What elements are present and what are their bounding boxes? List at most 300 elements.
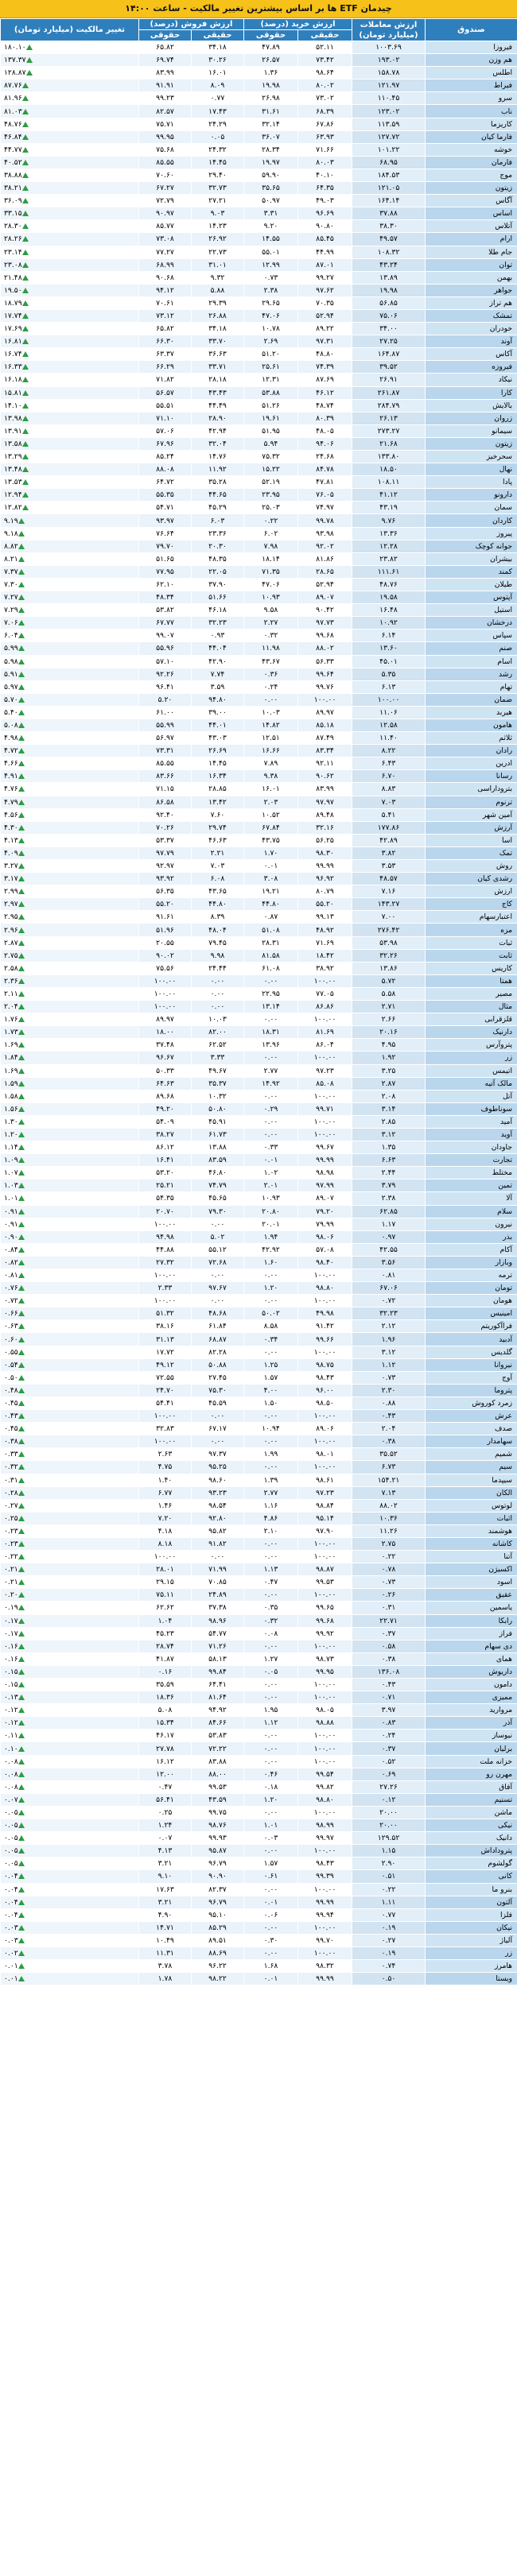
buy-real-value: ۹۹.۲۷ [298, 271, 352, 284]
fund-name: نیکاد [426, 374, 517, 386]
ownership-change-value: ۸۷.۷۶ [4, 81, 22, 91]
sell-legal-value: ۳۸.۱۶ [139, 1320, 192, 1333]
ownership-change-cell [1, 463, 139, 476]
increase-arrow-icon [18, 1567, 25, 1572]
sell-real-value: ۹۸.۵۴ [192, 1499, 244, 1512]
sell-real-value: ۲۴.۲۹ [192, 118, 244, 130]
buy-real-value: ۹۹.۸۲ [298, 1780, 352, 1793]
sell-legal-value: ۷۳.۰۸ [139, 233, 192, 246]
increase-arrow-icon [18, 838, 25, 843]
turnover-value: ۳.۲۵ [352, 1064, 426, 1077]
sell-real-value: ۶۴.۴۱ [192, 1679, 244, 1691]
table-row [1, 386, 517, 399]
table-row [1, 1256, 517, 1269]
sell-legal-value: ۵۳.۸۲ [139, 604, 192, 617]
ownership-change-cell [1, 1307, 139, 1320]
turnover-value: ۱۹.۹۸ [352, 284, 426, 296]
ownership-change-cell [1, 1627, 139, 1640]
sell-real-value: ۳۴.۱۸ [192, 323, 244, 335]
turnover-value: ۵۶.۸۵ [352, 296, 426, 309]
ownership-change-value: ۳.۱۷ [4, 874, 18, 884]
buy-real-value: ۹۷.۷۳ [298, 617, 352, 629]
ownership-change-cell [1, 1115, 139, 1128]
sell-real-value: ۴۴.۸۰ [192, 898, 244, 911]
fund-name: فیراط [426, 79, 517, 92]
ownership-change-value: ۰.۲۸ [4, 1488, 18, 1497]
sell-legal-value: ۲۷.۷۸ [139, 1742, 192, 1755]
fund-name: عرش [426, 1410, 517, 1423]
ownership-change-value: ۰.۶۳ [4, 1322, 18, 1331]
turnover-value: ۲۶.۹۱ [352, 374, 426, 386]
turnover-value: ۰.۸۸ [352, 1396, 426, 1409]
buy-legal-value: ۱۰.۹۳ [244, 591, 298, 604]
ownership-change-value: ۱.۰۹ [4, 1156, 18, 1165]
fund-name: هم تراز [426, 296, 517, 309]
ownership-change-value: ۰.۲۳ [4, 1526, 18, 1536]
fund-name: آتلاس [426, 220, 517, 233]
sell-legal-value: ۹۲.۴۰ [139, 808, 192, 821]
turnover-value: ۴۵.۰۱ [352, 655, 426, 668]
table-row [1, 1141, 517, 1154]
ownership-change-value: ۸۱.۰۳ [4, 107, 22, 116]
sell-legal-value: ۵۴.۷۱ [139, 502, 192, 514]
ownership-change-value: ۰.۱۶ [4, 1654, 18, 1664]
ownership-change-cell [1, 1192, 139, 1205]
sell-legal-value: ۶۴.۷۲ [139, 476, 192, 489]
ownership-change-value: ۴.۱۳ [4, 835, 18, 845]
table-row [1, 987, 517, 1000]
buy-real-value: ۹۸.۵۰ [298, 1396, 352, 1409]
ownership-change-cell [1, 1295, 139, 1307]
fund-name: فیروزه [426, 361, 517, 374]
buy-real-value: ۹۹.۶۴ [298, 668, 352, 680]
buy-legal-value: ۹.۳۸ [244, 770, 298, 783]
ownership-change-cell [1, 118, 139, 130]
table-row [1, 527, 517, 540]
sell-real-value: ۳.۳۳ [192, 1052, 244, 1064]
sell-legal-value: ۹۶.۴۱ [139, 680, 192, 693]
ownership-change-cell [1, 1333, 139, 1346]
turnover-value: ۱.۱۲ [352, 1358, 426, 1371]
sell-legal-value: ۴.۹۰ [139, 1908, 192, 1921]
table-row [1, 1883, 517, 1896]
increase-arrow-icon [18, 1375, 25, 1381]
buy-legal-value: ۱۴.۵۵ [244, 233, 298, 246]
table-row [1, 1307, 517, 1320]
ownership-change-value: ۱.۲۰ [4, 1130, 18, 1140]
increase-arrow-icon [18, 722, 25, 728]
buy-real-value: ۹۹.۱۳ [298, 911, 352, 924]
buy-real-value: ۹۴.۰۶ [298, 437, 352, 450]
increase-arrow-icon [22, 364, 29, 370]
table-row [1, 1295, 517, 1307]
fund-name: سلام [426, 1205, 517, 1218]
buy-legal-value: ۰.۲۲ [244, 514, 298, 527]
table-row [1, 873, 517, 885]
fund-name: آتل [426, 1090, 517, 1102]
buy-legal-value: ۱۸.۳۱ [244, 1026, 298, 1039]
ownership-change-cell [1, 693, 139, 706]
buy-legal-value: ۱۰.۷۸ [244, 323, 298, 335]
ownership-change-cell [1, 974, 139, 987]
ownership-change-value: ۱۶.۳۳ [4, 362, 22, 372]
buy-legal-value: ۳.۳۱ [244, 207, 298, 220]
sell-legal-value: ۹۱.۶۱ [139, 911, 192, 924]
ownership-change-cell [1, 1780, 139, 1793]
ownership-change-value: ۰.۶۰ [4, 1334, 18, 1344]
sell-real-value: ۱۳.۴۲ [192, 796, 244, 808]
sell-real-value: ۴۶.۶۳ [192, 834, 244, 846]
turnover-value: ۱۶۴.۱۴ [352, 195, 426, 207]
ownership-change-cell [1, 770, 139, 783]
sell-real-value: ۳۵.۳۷ [192, 1077, 244, 1090]
turnover-value: ۱۱۱.۶۱ [352, 565, 426, 578]
turnover-value: ۳۲.۲۶ [352, 949, 426, 962]
ownership-change-cell [1, 1640, 139, 1652]
fund-name: سرو [426, 92, 517, 105]
turnover-value: ۰.۲۴ [352, 1730, 426, 1742]
increase-arrow-icon [18, 1222, 25, 1227]
fund-name: جواهر [426, 284, 517, 296]
ownership-change-cell [1, 527, 139, 540]
turnover-value: ۱۰۱.۲۲ [352, 143, 426, 156]
ownership-change-value: ۱۶.۸۱ [4, 337, 22, 347]
buy-legal-value: ۱.۵۷ [244, 1857, 298, 1870]
sell-legal-value: ۱۸.۰۰ [139, 1026, 192, 1039]
ownership-change-cell [1, 1243, 139, 1256]
turnover-value: ۵.۵۸ [352, 987, 426, 1000]
turnover-value: ۱۶.۴۸ [352, 604, 426, 617]
turnover-value: ۰.۸۳ [352, 1717, 426, 1730]
turnover-value: ۰.۶۹ [352, 1768, 426, 1780]
turnover-value: ۳.۸۲ [352, 846, 426, 859]
turnover-value: ۳.۷۹ [352, 1180, 426, 1192]
buy-real-value: ۵۶.۳۳ [298, 655, 352, 668]
increase-arrow-icon [18, 1784, 25, 1790]
sell-legal-value: ۰.۴۷ [139, 1780, 192, 1793]
ownership-change-value: ۱۵.۸۱ [4, 388, 22, 397]
fund-name: دارنیک [426, 1026, 517, 1039]
table-row [1, 1333, 517, 1346]
fund-name: دامون [426, 1679, 517, 1691]
turnover-value: ۱۴۳.۲۷ [352, 898, 426, 911]
buy-legal-value: ۱۶.۰۱ [244, 783, 298, 796]
sell-real-value: ۵۰.۸۸ [192, 1358, 244, 1371]
fund-name: همتا [426, 974, 517, 987]
sell-real-value: ۴۵.۲۹ [192, 502, 244, 514]
sell-real-value: ۷۲.۲۲ [192, 1742, 244, 1755]
ownership-change-value: ۵.۰۸ [4, 721, 18, 730]
sell-legal-value: ۳.۲۱ [139, 1857, 192, 1870]
buy-legal-value: ۵۰.۰۲ [244, 1307, 298, 1320]
buy-legal-value: ۰.۰۰ [244, 1730, 298, 1742]
header-ownership-change: تغییر مالکیت (میلیارد تومان) [1, 19, 139, 41]
increase-arrow-icon [18, 1183, 25, 1188]
buy-legal-value: ۰.۰۰ [244, 1679, 298, 1691]
sell-real-value: ۸۸.۶۹ [192, 1947, 244, 1959]
sell-legal-value: ۲۷.۳۲ [139, 1256, 192, 1269]
fund-name: گولشوم [426, 1857, 517, 1870]
ownership-change-value: ۱۸۰.۱۰ [4, 43, 26, 52]
increase-arrow-icon [18, 1746, 25, 1752]
increase-arrow-icon [18, 518, 25, 524]
sell-legal-value: ۵۰.۳۳ [139, 1064, 192, 1077]
turnover-value: ۳۸.۳۰ [352, 220, 426, 233]
buy-legal-value: ۰.۰۸ [244, 1627, 298, 1640]
ownership-change-value: ۰.۱۹ [4, 1603, 18, 1613]
sell-legal-value: ۴۶.۱۷ [139, 1730, 192, 1742]
sell-real-value: ۲۴.۴۴ [192, 962, 244, 974]
buy-real-value: ۹۲.۱۱ [298, 757, 352, 770]
increase-arrow-icon [18, 1195, 25, 1201]
buy-real-value: ۵۲.۹۴ [298, 309, 352, 322]
buy-legal-value: ۱۹.۶۱ [244, 412, 298, 424]
turnover-value: ۶۸.۹۵ [352, 156, 426, 169]
sell-real-value: ۷.۷۴ [192, 668, 244, 680]
buy-legal-value: ۰.۰۰ [244, 1921, 298, 1934]
increase-arrow-icon [18, 1541, 25, 1547]
fund-name: آپتوس [426, 591, 517, 604]
buy-legal-value: ۰.۰۰ [244, 1551, 298, 1563]
buy-legal-value: ۰.۳۵ [244, 1602, 298, 1614]
increase-arrow-icon [18, 1209, 25, 1214]
ownership-change-cell [1, 668, 139, 680]
fund-name: آلا [426, 1192, 517, 1205]
table-row [1, 1576, 517, 1589]
buy-legal-value: ۱.۲۰ [244, 1793, 298, 1806]
increase-arrow-icon [22, 198, 29, 203]
fund-name: آکام [426, 1243, 517, 1256]
increase-arrow-icon [18, 1478, 25, 1483]
sell-legal-value: ۸۶.۵۸ [139, 796, 192, 808]
table-row [1, 974, 517, 987]
buy-real-value: ۷۶.۰۵ [298, 489, 352, 502]
sell-legal-value: ۸۲.۵۷ [139, 105, 192, 118]
buy-legal-value: ۴۳.۷۵ [244, 834, 298, 846]
ownership-change-cell [1, 1435, 139, 1448]
header-buy-legal: حقوقی [244, 30, 298, 41]
increase-arrow-icon [18, 1976, 25, 1981]
increase-arrow-icon [18, 928, 25, 933]
turnover-value: ۴۱.۱۲ [352, 489, 426, 502]
increase-arrow-icon [18, 1029, 25, 1035]
ownership-change-cell [1, 1857, 139, 1870]
sell-legal-value: ۲۸.۰۱ [139, 1563, 192, 1576]
ownership-change-cell [1, 1474, 139, 1486]
ownership-change-cell [1, 323, 139, 335]
table-row [1, 540, 517, 552]
increase-arrow-icon [18, 1707, 25, 1713]
ownership-change-cell [1, 1346, 139, 1358]
ownership-change-value: ۰.۱۷ [4, 1629, 18, 1638]
ownership-change-cell [1, 719, 139, 731]
increase-arrow-icon [18, 1912, 25, 1918]
buy-real-value: ۷۳.۴۲ [298, 54, 352, 67]
buy-legal-value: ۴۷.۸۹ [244, 41, 298, 54]
increase-arrow-icon [18, 1426, 25, 1431]
turnover-value: ۲۱.۶۸ [352, 437, 426, 450]
fund-name: آمین شهر [426, 808, 517, 821]
buy-legal-value: ۲۵.۰۳ [244, 502, 298, 514]
ownership-change-value: ۴.۹۸ [4, 734, 18, 743]
table-row [1, 1218, 517, 1230]
sell-legal-value: ۶۲.۶۲ [139, 1602, 192, 1614]
ownership-change-cell [1, 796, 139, 808]
ownership-change-cell [1, 898, 139, 911]
ownership-change-value: ۷.۳۷ [4, 567, 18, 576]
sell-legal-value: ۸۵.۷۷ [139, 220, 192, 233]
sell-real-value: ۸۲.۲۸ [192, 1346, 244, 1358]
sell-real-value: ۹۸.۲۲ [192, 1973, 244, 1985]
ownership-change-value: ۰.۲۱ [4, 1565, 18, 1575]
sell-real-value: ۹۵.۸۷ [192, 1845, 244, 1857]
table-row [1, 655, 517, 668]
turnover-value: ۰.۱۹ [352, 1947, 426, 1959]
turnover-value: ۵۳.۹۸ [352, 936, 426, 949]
increase-arrow-icon [22, 326, 29, 331]
increase-arrow-icon [18, 1835, 25, 1841]
turnover-value: ۰.۲۲ [352, 1883, 426, 1896]
fund-name: خزانه ملت [426, 1755, 517, 1768]
increase-arrow-icon [18, 1350, 25, 1355]
fund-name: آگاس [426, 195, 517, 207]
buy-real-value: ۱۰۰.۰۰ [298, 1742, 352, 1755]
sell-real-value: ۸۲.۰۰ [192, 1026, 244, 1039]
table-row [1, 1371, 517, 1384]
sell-legal-value: ۱.۷۸ [139, 1973, 192, 1985]
buy-real-value: ۹۳.۹۸ [298, 527, 352, 540]
turnover-value: ۲۷.۲۶ [352, 1780, 426, 1793]
increase-arrow-icon [18, 697, 25, 703]
buy-legal-value: ۰.۳۲ [244, 1614, 298, 1627]
sell-real-value: ۱۳.۸۸ [192, 1141, 244, 1154]
sell-real-value: ۴۵.۹۱ [192, 1115, 244, 1128]
ownership-change-value: ۵.۷۰ [4, 695, 18, 704]
increase-arrow-icon [22, 288, 29, 293]
table-row [1, 207, 517, 220]
buy-real-value: ۹۸.۹۸ [298, 1167, 352, 1180]
fund-name: اطلس [426, 67, 517, 79]
ownership-change-cell [1, 1819, 139, 1832]
fund-name: داریوش [426, 1665, 517, 1678]
ownership-change-value: ۹.۱۹ [4, 516, 18, 525]
fund-name: کارا [426, 386, 517, 399]
buy-legal-value: ۲.۰۱ [244, 1180, 298, 1192]
fund-name: دارونو [426, 489, 517, 502]
ownership-change-cell [1, 1742, 139, 1755]
turnover-value: ۰.۴۳ [352, 1410, 426, 1423]
fund-name: تمشک [426, 309, 517, 322]
turnover-value: ۲.۰۴ [352, 1423, 426, 1435]
increase-arrow-icon [18, 1400, 25, 1406]
increase-arrow-icon [26, 57, 33, 63]
sell-real-value: ۶.۰۸ [192, 873, 244, 885]
sell-legal-value: ۹۲.۲۶ [139, 668, 192, 680]
sell-legal-value: ۴۹.۱۲ [139, 1358, 192, 1371]
sell-legal-value: ۳۷.۴۸ [139, 1039, 192, 1052]
increase-arrow-icon [18, 1592, 25, 1598]
increase-arrow-icon [18, 1068, 25, 1074]
ownership-change-cell [1, 451, 139, 463]
fund-name: هیربد [426, 706, 517, 719]
ownership-change-cell [1, 1167, 139, 1180]
table-row [1, 668, 517, 680]
turnover-value: ۳۹.۵۲ [352, 361, 426, 374]
ownership-change-value: ۱۸.۷۹ [4, 298, 22, 308]
buy-real-value: ۱۰۰.۰۰ [298, 1640, 352, 1652]
buy-real-value: ۹۸.۰۵ [298, 1704, 352, 1717]
fund-name: زر [426, 1947, 517, 1959]
ownership-change-value: ۰.۷۶ [4, 1284, 18, 1293]
ownership-change-cell [1, 1704, 139, 1717]
sell-legal-value: ۸۵.۵۵ [139, 156, 192, 169]
ownership-change-value: ۱۳.۵۳ [4, 478, 22, 487]
increase-arrow-icon [22, 313, 29, 319]
buy-real-value: ۸۸.۰۲ [298, 642, 352, 655]
buy-real-value: ۴۰.۱۰ [298, 169, 352, 181]
buy-real-value: ۹۷.۲۳ [298, 1064, 352, 1077]
ownership-change-cell [1, 885, 139, 898]
turnover-value: ۲.۱۲ [352, 1320, 426, 1333]
sell-real-value: ۱۶.۰۱ [192, 67, 244, 79]
ownership-change-value: ۲.۵۸ [4, 963, 18, 973]
buy-legal-value: ۰.۰۰ [244, 1845, 298, 1857]
fund-name: زر [426, 1052, 517, 1064]
table-row [1, 361, 517, 374]
ownership-change-value: ۴۶.۸۴ [4, 132, 22, 141]
ownership-change-cell [1, 808, 139, 821]
sell-legal-value: ۵۵.۹۶ [139, 642, 192, 655]
increase-arrow-icon [18, 1605, 25, 1610]
buy-legal-value: ۰.۰۰ [244, 1640, 298, 1652]
buy-real-value: ۸۹.۴۸ [298, 808, 352, 821]
ownership-change-cell [1, 1090, 139, 1102]
ownership-change-value: ۴.۷۹ [4, 797, 18, 807]
table-row [1, 1614, 517, 1627]
ownership-change-cell [1, 1358, 139, 1371]
fund-name: آوند [426, 335, 517, 348]
sell-legal-value: ۵۶.۵۷ [139, 386, 192, 399]
table-row [1, 949, 517, 962]
turnover-value: ۳.۱۲ [352, 1128, 426, 1141]
sell-real-value: ۹۵.۲۵ [192, 1461, 244, 1474]
buy-real-value: ۶۴.۳۵ [298, 182, 352, 195]
sell-real-value: ۲۴.۸۹ [192, 1589, 244, 1602]
sell-real-value: ۹.۹۸ [192, 949, 244, 962]
ownership-change-cell [1, 220, 139, 233]
buy-legal-value: ۱.۱۶ [244, 1499, 298, 1512]
buy-legal-value: ۲.۳۸ [244, 284, 298, 296]
ownership-change-cell [1, 1602, 139, 1614]
buy-real-value: ۹۸.۶۱ [298, 1474, 352, 1486]
fund-name: رادان [426, 745, 517, 757]
ownership-change-value: ۲۸.۳۰ [4, 222, 22, 231]
table-row [1, 323, 517, 335]
ownership-change-cell [1, 1499, 139, 1512]
turnover-value: ۶۷.۰۶ [352, 1282, 426, 1295]
sell-real-value: ۹۲.۸۰ [192, 1512, 244, 1524]
ownership-change-value: ۲۱.۴۸ [4, 273, 22, 282]
ownership-change-value: ۱.۰۱ [4, 1194, 18, 1203]
sell-real-value: ۳۲.۷۳ [192, 182, 244, 195]
ownership-change-value: ۱۳.۲۹ [4, 452, 22, 462]
buy-real-value: ۹۸.۹۹ [298, 1819, 352, 1832]
ownership-change-cell [1, 1486, 139, 1499]
increase-arrow-icon [22, 441, 29, 447]
sell-real-value: ۴۸.۳۵ [192, 552, 244, 565]
buy-legal-value: ۷۵.۳۲ [244, 451, 298, 463]
buy-legal-value: ۲۸.۳۴ [244, 143, 298, 156]
